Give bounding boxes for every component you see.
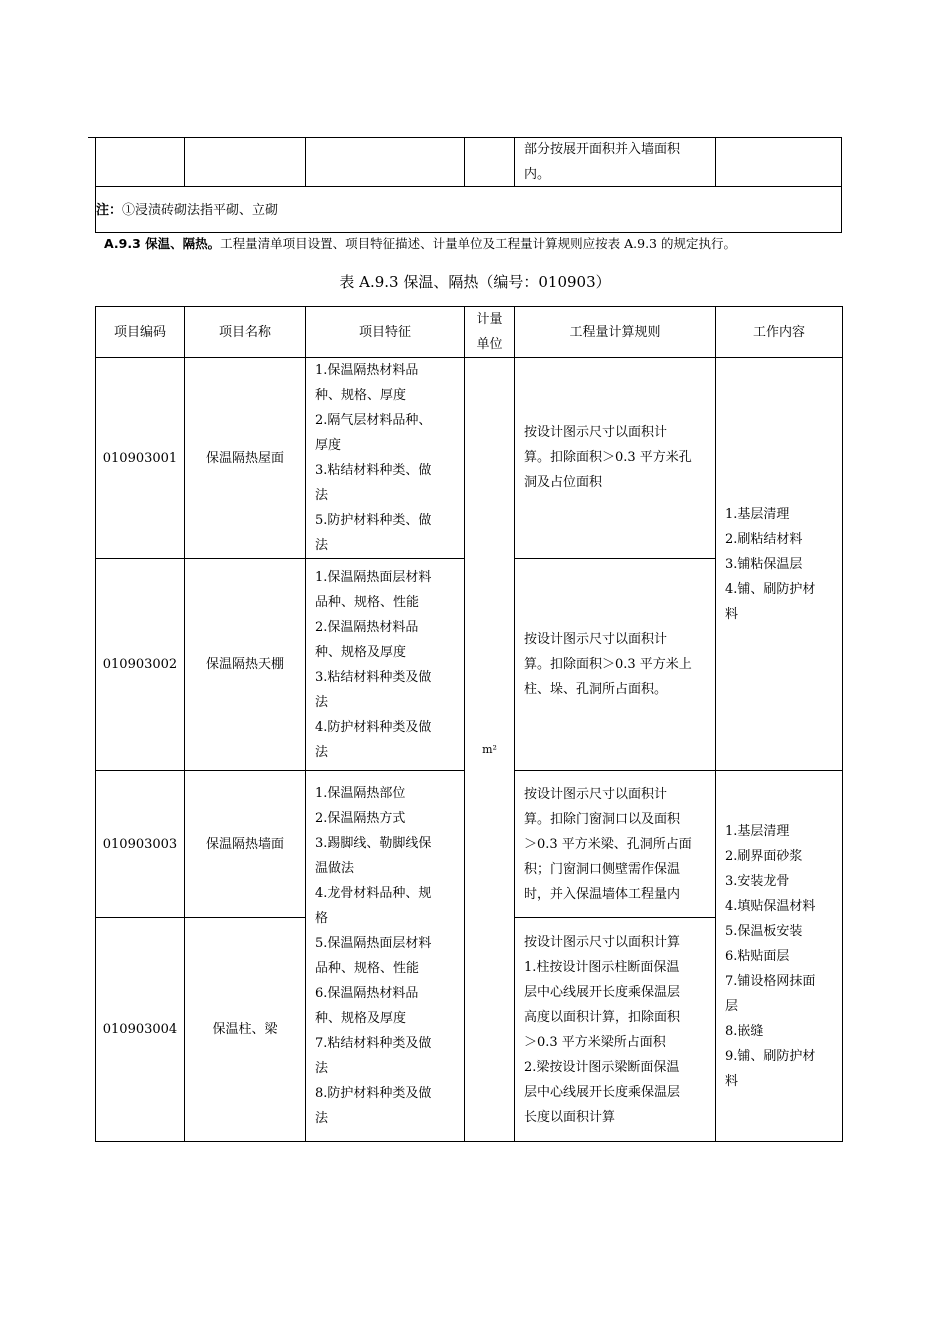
row-code: 010903002 xyxy=(96,559,185,771)
feature-line: 温做法 xyxy=(315,861,355,876)
row-code: 010903001 xyxy=(96,358,185,559)
continuation-rule-line: 内。 xyxy=(524,167,551,182)
work-line: 料 xyxy=(725,606,739,622)
feature-line: 法 xyxy=(315,744,329,760)
feature-line: 法 xyxy=(315,1061,329,1076)
header-name: 项目名称 xyxy=(185,307,306,358)
col-divider xyxy=(305,137,306,187)
work-line: 2.刷粘结材料 xyxy=(725,531,803,547)
rule-line: 层中心线展开长度乘保温层 xyxy=(524,1084,681,1100)
feature-line: 种、规格及厚度 xyxy=(315,644,407,660)
rule-line: 按设计图示尺寸以面积计 xyxy=(524,786,668,802)
unit-cell: m² xyxy=(465,358,515,1142)
main-table xyxy=(95,306,843,1142)
feature-line: 格 xyxy=(315,911,329,926)
work-line: 9.铺、刷防护材 xyxy=(725,1048,816,1064)
rule-line: ＞0.3 平方米梁所占面积 xyxy=(524,1034,666,1050)
rule-line: 柱、垛、孔洞所占面积。 xyxy=(524,682,668,697)
feature-line: 8.防护材料种类及做 xyxy=(315,1086,432,1101)
row-name: 保温柱、梁 xyxy=(185,918,306,1142)
row-code: 010903004 xyxy=(96,918,185,1142)
rule-line: 按设计图示尺寸以面积计 xyxy=(524,632,668,647)
work-cell-3-4 xyxy=(716,771,843,1142)
row-name: 保温隔热天棚 xyxy=(185,559,306,771)
feature-line: 6.保温隔热材料品 xyxy=(315,986,419,1001)
work-line: 6.粘贴面层 xyxy=(725,948,790,964)
feature-line: 1.保温隔热面层材料 xyxy=(315,569,432,585)
table-row xyxy=(96,358,843,559)
row-rule xyxy=(515,559,716,771)
section-heading: A.9.3 保温、隔热。 xyxy=(104,236,221,251)
rule-line: 2.梁按设计图示梁断面保温 xyxy=(524,1059,680,1075)
work-line: 2.刷界面砂浆 xyxy=(725,848,803,864)
rule-line: 按设计图示尺寸以面积计算 xyxy=(524,934,681,950)
rule-line: 时，并入保温墙体工程量内 xyxy=(524,886,681,902)
work-line: 7.铺设格网抹面 xyxy=(725,973,816,989)
header-work: 工作内容 xyxy=(716,307,843,358)
col-divider xyxy=(464,137,465,187)
section-text: 工程量清单项目设置、项目特征描述、计量单位及工程量计算规则应按表 A.9.3 的规定执行。 xyxy=(220,236,736,251)
rule-line: 长度以面积计算 xyxy=(524,1109,616,1125)
feature-line: 厚度 xyxy=(315,438,342,453)
feature-line: 4.龙骨材料品种、规 xyxy=(315,886,432,901)
rule-line: 洞及占位面积 xyxy=(524,475,603,490)
row-name: 保温隔热墙面 xyxy=(185,771,306,918)
rule-line: ＞0.3 平方米梁、孔洞所占面 xyxy=(524,836,692,852)
work-line: 8.嵌缝 xyxy=(725,1023,764,1039)
work-line: 3.铺粘保温层 xyxy=(725,556,803,572)
header-row xyxy=(96,307,843,358)
header-unit-line1: 计量 xyxy=(476,312,503,327)
work-line: 料 xyxy=(725,1073,739,1089)
row-rule xyxy=(515,358,716,559)
row-rule xyxy=(515,918,716,1142)
work-cell-1-2 xyxy=(716,358,843,771)
work-line: 4.填贴保温材料 xyxy=(725,898,816,914)
col-divider xyxy=(514,137,515,187)
feature-line: 品种、规格、性能 xyxy=(315,594,420,610)
feature-line: 种、规格及厚度 xyxy=(315,1011,407,1026)
work-line: 1.基层清理 xyxy=(725,823,790,839)
work-line: 1.基层清理 xyxy=(725,506,790,522)
feature-line: 1.保温隔热材料品 xyxy=(315,363,419,378)
feature-line: 1.保温隔热部位 xyxy=(315,786,406,801)
feature-line: 3.踢脚线、勒脚线保 xyxy=(315,836,432,851)
feature-line: 2.隔气层材料品种、 xyxy=(315,413,432,428)
note-prefix: 注： xyxy=(96,203,123,218)
row-code: 010903003 xyxy=(96,771,185,918)
col-divider xyxy=(184,137,185,187)
feature-line: 3.粘结材料种类、做 xyxy=(315,463,432,478)
feature-line: 2.保温隔热材料品 xyxy=(315,619,419,635)
feature-line: 5.保温隔热面层材料 xyxy=(315,936,432,951)
feature-line: 种、规格、厚度 xyxy=(315,388,407,403)
col-divider xyxy=(715,137,716,187)
table-note xyxy=(96,198,278,223)
work-line: 4.铺、刷防护材 xyxy=(725,581,816,597)
work-line: 3.安装龙骨 xyxy=(725,873,790,889)
header-rule: 工程量计算规则 xyxy=(515,307,716,358)
row-features xyxy=(306,559,465,771)
feature-line: 7.粘结材料种类及做 xyxy=(315,1036,432,1051)
section-paragraph xyxy=(104,234,736,254)
header-features: 项目特征 xyxy=(306,307,465,358)
continuation-rule-line: 部分按展开面积并入墙面积 xyxy=(524,142,681,157)
feature-line: 法 xyxy=(315,1111,329,1126)
note-text: ①浸渍砖砌法指平砌、立砌 xyxy=(122,203,279,218)
feature-line: 法 xyxy=(315,488,329,503)
feature-line: 4.防护材料种类及做 xyxy=(315,719,432,735)
row-divider xyxy=(95,186,842,187)
feature-line: 法 xyxy=(315,694,329,710)
table-tick-mark xyxy=(88,137,96,138)
row-features xyxy=(306,358,465,559)
rule-line: 按设计图示尺寸以面积计 xyxy=(524,425,668,440)
feature-line: 品种、规格、性能 xyxy=(315,961,420,976)
rule-line: 1.柱按设计图示柱断面保温 xyxy=(524,959,680,975)
rule-line: 算。扣除门窗洞口以及面积 xyxy=(524,811,681,827)
header-code: 项目编码 xyxy=(96,307,185,358)
rule-line: 层中心线展开长度乘保温层 xyxy=(524,984,681,1000)
feature-line: 法 xyxy=(315,538,329,553)
rule-line: 高度以面积计算，扣除面积 xyxy=(524,1009,681,1025)
rule-line: 算。扣除面积＞0.3 平方米孔 xyxy=(524,450,692,465)
feature-line: 3.粘结材料种类及做 xyxy=(315,669,432,685)
work-line: 5.保温板安装 xyxy=(725,923,803,939)
table-title: 表 A.9.3 保温、隔热（编号：010903） xyxy=(339,273,611,291)
feature-line: 5.防护材料种类、做 xyxy=(315,513,432,528)
work-line: 层 xyxy=(725,998,739,1014)
header-unit-line2: 单位 xyxy=(476,337,503,352)
rule-line: 算。扣除面积＞0.3 平方米上 xyxy=(524,657,692,672)
rule-line: 积；门窗洞口侧壁需作保温 xyxy=(524,861,681,877)
feature-line: 2.保温隔热方式 xyxy=(315,811,406,826)
shared-features-cell xyxy=(306,771,465,1142)
header-unit xyxy=(465,307,515,358)
row-name: 保温隔热屋面 xyxy=(185,358,306,559)
row-rule xyxy=(515,771,716,918)
